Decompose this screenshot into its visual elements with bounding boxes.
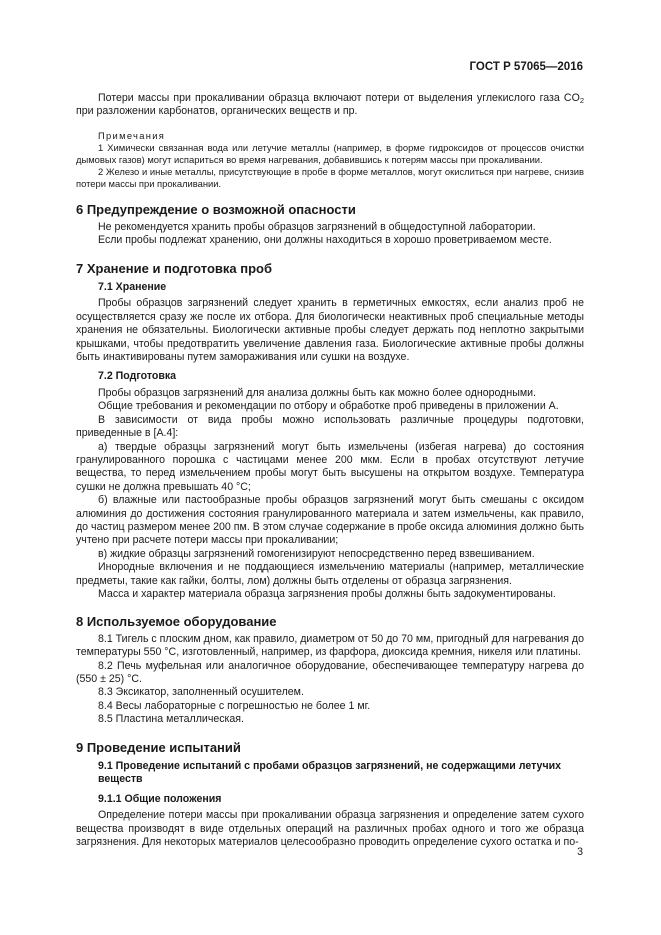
section-6-paragraph-1: Не рекомендуется хранить пробы образцов загрязнений в общедоступной лаборатории. bbox=[98, 220, 536, 233]
section-7-2-item-c: в) жидкие образцы загрязнений гомогенизируют непосредственно перед взвешиванием. bbox=[98, 547, 535, 560]
section-7-2-paragraph-3: В зависимости от вида пробы можно использовать различные процедуры подготовки, приведенные в [A.4]: bbox=[76, 413, 584, 440]
section-8-item-1: 8.1 Тигель с плоским дном, как правило, диаметром от 50 до 70 мм, пригодный для нагревания до температуры 550 °С, изготовленный, например, из фарфора, диоксида кремния, никеля или платины. bbox=[76, 632, 584, 659]
section-9-1-title: 9.1 Проведение испытаний с пробами образцов загрязнений, не содержащими летучих веществ bbox=[98, 760, 561, 786]
document-body bbox=[76, 92, 584, 849]
section-7-2-paragraph-5: Масса и характер материала образца загрязнения пробы должны быть задокументированы. bbox=[98, 587, 556, 600]
section-8-item-5: 8.5 Пластина металлическая. bbox=[98, 713, 244, 726]
intro-text-start: Потери массы при прокаливании образца включают потери от выделения углекислого газа CO bbox=[98, 92, 580, 104]
intro-paragraph bbox=[76, 92, 584, 119]
section-7-2-item-a: а) твердые образцы загрязнений могут быть измельчены (избегая нагрева) до состояния гранулированного порошка с частицами менее 200 мкм. Если в пробах отсутствуют летучие вещества, то перед измельчением пробы могут быть высушены на открытом воздухе. Температура сушки не должна превышать 40 °С; bbox=[76, 440, 584, 493]
section-7-1-paragraph: Пробы образцов загрязнений следует хранить в герметичных емкостях, если анализ проб не осуществляется сразу же после их отбора. Для биологически неактивных проб специальные методы хранения не обязательны. Биологически активные пробы следует держать под неплотно закрытыми крышками, чтобы предотвратить увеличение давления газа. Биологические активные пробы должны быть инактивированы путем замораживания или сушки на воздухе. bbox=[76, 297, 584, 364]
co2-subscript: 2 bbox=[579, 96, 584, 105]
standard-header: ГОСТ Р 57065—2016 bbox=[469, 61, 583, 73]
section-7-title: 7 Хранение и подготовка проб bbox=[76, 260, 273, 276]
section-9-1-1-title: 9.1.1 Общие положения bbox=[98, 792, 222, 805]
section-7-1-title: 7.1 Хранение bbox=[98, 281, 167, 294]
section-8-item-4: 8.4 Весы лабораторные с погрешностью не более 1 мг. bbox=[98, 699, 371, 712]
note-1: 1 Химически связанная вода или летучие металлы (например, в форме гидроксидов от процессов очистки дымовых газов) могут испариться во время нагревания, добавившись к потерям массы при прокаливании. bbox=[76, 142, 584, 166]
section-7-2-paragraph-2: Общие требования и рекомендации по отбору и обработке проб приведены в приложении А. bbox=[98, 400, 559, 413]
section-7-2-paragraph-1: Пробы образцов загрязнений для анализа должны быть как можно более однородными. bbox=[98, 386, 536, 399]
note-2: 2 Железо и иные металлы, присутствующие в пробе в форме металлов, могут окислиться при нагреве, снизив потери массы при прокаливании. bbox=[76, 165, 584, 189]
section-7-2-item-b: б) влажные или пастообразные пробы образцов загрязнений могут быть смешаны с оксидом алюминия до достижения состояния гранулированного материала и затем измельчены, как правило, до частиц размером менее 200 пм. В этом случае содержание в пробе оксида алюминия должно быть учтено при расчете потери массы при прокаливании; bbox=[76, 494, 584, 547]
section-9-title: 9 Проведение испытаний bbox=[76, 739, 241, 755]
intro-text-end: при разложении карбонатов, органических веществ и пр. bbox=[76, 105, 358, 118]
section-8-title: 8 Используемое оборудование bbox=[76, 614, 277, 630]
section-6-paragraph-2: Если пробы подлежат хранению, они должны находиться в хорошо проветриваемом месте. bbox=[98, 234, 552, 247]
notes-title: Примечания bbox=[98, 129, 166, 141]
section-8-item-3: 8.3 Эксикатор, заполненный осушителем. bbox=[98, 686, 304, 699]
section-8-item-2: 8.2 Печь муфельная или аналогичное оборудование, обеспечивающее температуру нагрева до (550 ± 25) °С. bbox=[76, 659, 584, 685]
page-number: 3 bbox=[577, 846, 583, 858]
section-7-2-title: 7.2 Подготовка bbox=[98, 370, 177, 383]
section-7-2-paragraph-4: Инородные включения и не поддающиеся измельчению материалы (например, металлические предметы, такие как гайки, болты, лом) должны быть отделены от образца загрязнения. bbox=[76, 561, 584, 587]
section-6-title: 6 Предупреждение о возможной опасности bbox=[76, 202, 356, 218]
section-9-1-1-paragraph: Определение потери массы при прокаливании образца загрязнения и определение затем сухого вещества производят в виде отдельных операций на различных пробах одного и того же образца загрязнения. Для некоторых материалов целесообразно проводить определение сухого остатка и по- bbox=[76, 809, 584, 849]
